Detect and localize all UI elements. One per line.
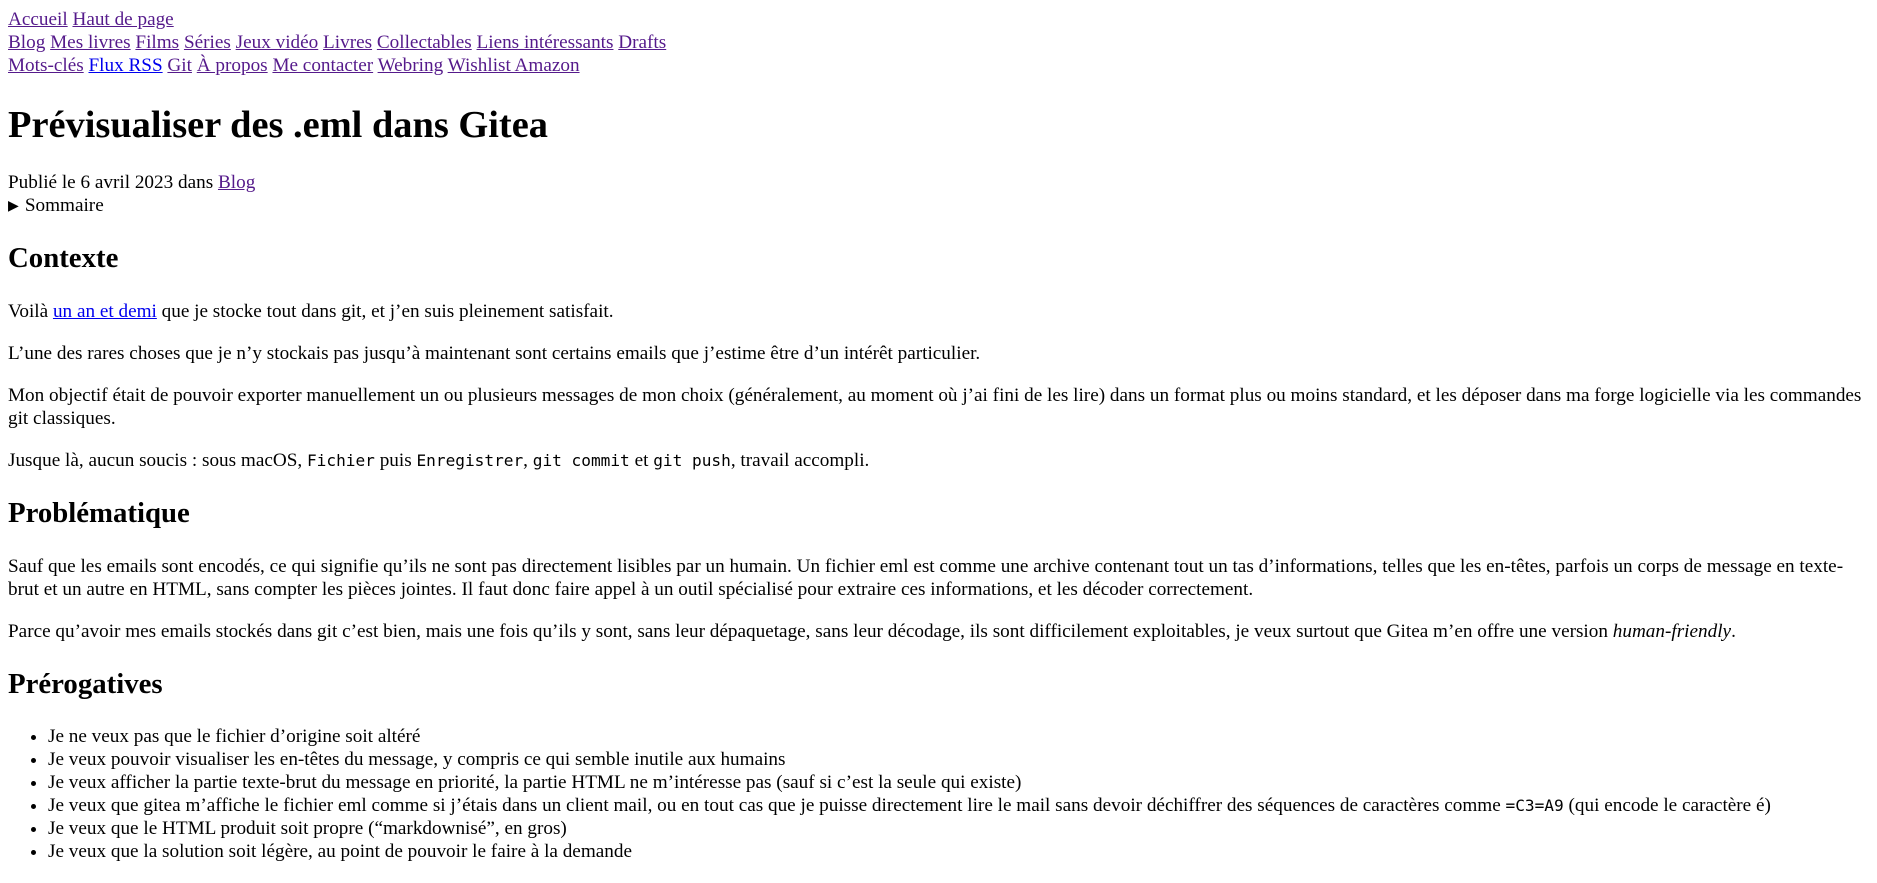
nav-row-sections [8,31,1869,54]
paragraph-text: Parce qu’avoir mes emails stockés dans git c’est bien, mais une fois qu’ils y sont, sans leur dépaquetage, sans leur décodage, ils sont difficilement exploitables, je veux surtout que Gitea m’en offre une version [8,620,1613,642]
paragraph-text: . [1731,620,1736,642]
section-problematique [8,496,1869,643]
paragraph-text: Voilà [8,300,53,322]
toc-details [8,194,1869,217]
paragraph-text: Jusque là, aucun soucis : sous macOS, [8,450,307,472]
nav-link-me-contacter[interactable]: Me contacter [272,55,374,77]
paragraph-text: puis [374,450,417,472]
nav-link-jeux-video[interactable]: Jeux vidéo [235,32,319,54]
nav-link-mes-livres[interactable]: Mes livres [50,32,131,54]
toc-summary[interactable] [8,194,1869,217]
nav-link-livres[interactable]: Livres [323,32,373,54]
paragraph [8,620,1869,643]
list-item: • Je veux afficher la partie texte-brut du message en priorité, la partie HTML ne m’intéresse pas (sauf si c’est la seule qui existe) [48,771,1869,794]
nav-row-meta [8,54,1869,77]
emphasis-human-friendly: human-friendly [1612,620,1732,642]
heading-prerogatives: Prérogatives [8,667,163,700]
list-item: • Je veux que le HTML produit soit propre (“markdownisé”, en gros) [48,817,1869,840]
list-item-text: Je veux que gitea m’affiche le fichier eml comme si j’étais dans un client mail, ou en tout cas que je puisse directement lire le mail sans devoir déchiffrer des séquences de caractères comme [48,795,1506,817]
nav-link-haut-de-page[interactable]: Haut de page [72,9,174,30]
section-prerogatives [8,667,1869,864]
list-item: • Je veux que la solution soit légère, au point de pouvoir le faire à la demande [48,840,1869,863]
code-quoted-printable: =C3=A9 [1505,796,1564,816]
code-git-commit: git commit [532,451,630,471]
nav-row-top [8,8,1869,31]
nav-link-drafts[interactable]: Drafts [618,32,667,54]
code-enregistrer: Enregistrer [416,451,524,471]
list-item [48,794,1869,817]
paragraph: Sauf que les emails sont encodés, ce qui signifie qu’ils ne sont pas directement lisibles par un humain. Un fichier eml est comme une archive contenant tout un tas d’informations, telles que les en-têtes, parfois un corps de message en texte-brut et un autre en HTML, sans compter les pièces jointes. Il faut donc faire appel à un outil spécialisé pour extraire ces informations, et les décoder correctement. [8,555,1844,600]
nav-link-films[interactable]: Films [135,32,180,54]
nav-link-liens-interessants[interactable]: Liens intéressants [476,32,614,54]
nav-link-a-propos[interactable]: À propos [196,55,268,77]
nav-link-webring[interactable]: Webring [377,55,444,77]
list-item: • Je ne veux pas que le fichier d’origine soit altéré [48,725,1869,748]
publish-meta-text: Publié le 6 avril 2023 dans [8,172,218,194]
nav-link-git[interactable]: Git [167,55,192,77]
section-contexte [8,241,1869,472]
nav-link-mots-cles[interactable]: Mots-clés [8,55,84,77]
heading-contexte: Contexte [8,242,119,275]
prerogatives-list [8,725,1869,863]
nav-link-wishlist-amazon[interactable]: Wishlist Amazon [447,55,580,77]
category-link-blog[interactable]: Blog [217,172,256,194]
article [8,102,1869,863]
nav-link-flux-rss[interactable]: Flux RSS [88,55,163,77]
publish-meta [8,171,1869,194]
nav-link-series[interactable]: Séries [183,32,231,54]
nav-link-accueil[interactable]: Accueil [8,9,68,30]
paragraph: Mon objectif était de pouvoir exporter manuellement un ou plusieurs messages de mon choix (généralement, au moment où j’ai fini de les lire) dans un format plus ou moins standard, et les déposer dans ma forge logicielle via les commandes git classiques. [8,384,1862,430]
paragraph-text: et [629,450,654,472]
paragraph [8,300,1869,323]
paragraph-text: , travail accompli. [730,450,870,472]
paragraph [8,449,1869,472]
triangle-right-icon: ▶ [8,198,19,214]
paragraph-text: , [523,450,533,472]
page-title: Prévisualiser des .eml dans Gitea [8,104,548,147]
paragraph-text: que je stocke tout dans git, et j’en suis pleinement satisfait. [156,300,614,322]
nav-link-collectables[interactable]: Collectables [376,32,472,54]
heading-problematique: Problématique [8,497,190,530]
nav-link-blog[interactable]: Blog [8,32,46,54]
link-un-an-et-demi[interactable]: un an et demi [52,300,157,322]
list-item-text: (qui encode le caractère é) [1563,795,1771,817]
toc-summary-label: Sommaire [24,195,104,217]
code-git-push: git push [653,451,731,471]
paragraph: L’une des rares choses que je n’y stockais pas jusqu’à maintenant sont certains emails que j’estime être d’un intérêt particulier. [8,342,981,364]
list-item: • Je veux pouvoir visualiser les en-têtes du message, y compris ce qui semble inutile aux humains [48,748,1869,771]
code-fichier: Fichier [306,451,375,471]
